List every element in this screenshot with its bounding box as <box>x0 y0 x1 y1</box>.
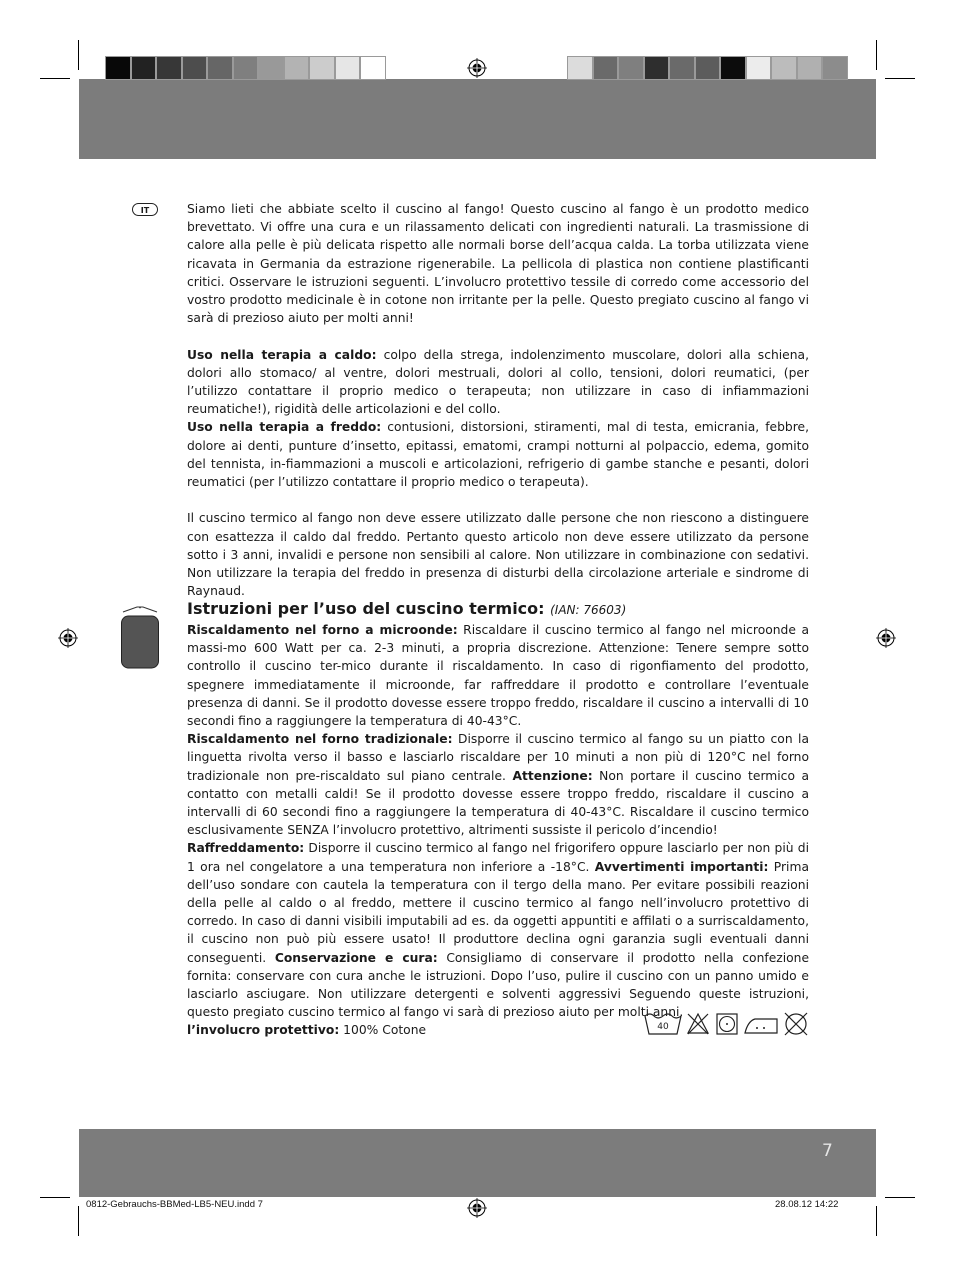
crop-mark <box>40 1197 70 1198</box>
warning-paragraph: Il cuscino termico al fango non deve essere utilizzato dalle persone che non riescono a distinguere con esattezza il caldo dal freddo. Pertanto questo articolo non deve essere utilizzato da persone sotto i 3 anni, invalidi e persone non sensibili al calore. Non utilizzare in combinazione con sedativi. Non utilizzare la terapia del freddo in presenza di disturbi della circolazione arteriale e sindrome di Raynaud. <box>187 511 809 599</box>
color-swatch <box>644 56 670 80</box>
color-swatch <box>797 56 823 80</box>
crop-mark <box>876 1206 877 1236</box>
color-swatch <box>695 56 721 80</box>
color-swatch <box>720 56 746 80</box>
crop-mark <box>885 78 915 79</box>
footer-date: 28.08.12 14:22 <box>775 1199 839 1210</box>
color-swatch <box>309 56 335 80</box>
footer-band <box>79 1129 876 1197</box>
color-swatch <box>618 56 644 80</box>
attention-label: Attenzione: <box>512 768 593 783</box>
intro-paragraph: Siamo lieti che abbiate scelto il cuscino al fango! Questo cuscino al fango è un prodotto medico brevettato. Vi offre una cura e un rilassamento delicati con ingredienti naturali. La trasmissione di calore alla pelle è più delicata rispetto alle normali borse dell’acqua calda. La torba utilizzata viene ricavata in Germania da estrazione rigenerabile. La pellicola di plastica non contiene plastificanti critici. Osservare le istruzioni seguenti. L’involucro protettivo tessile di corredo come accessorio del vostro prodotto medicinale è in cotone non irritante per la pelle. Questo pregiato cuscino al fango vi sarà di prezioso aiuto per molti anni! <box>187 202 809 326</box>
color-swatch <box>771 56 797 80</box>
color-swatch <box>233 56 259 80</box>
color-swatch <box>567 56 593 80</box>
important-label: Avvertimenti importanti: <box>594 859 769 874</box>
wash-temperature: 40 <box>657 1022 669 1032</box>
cover-text: 100% Cotone <box>339 1023 427 1038</box>
registration-mark-icon <box>467 1198 487 1218</box>
warm-therapy-text: colpo della strega, indolenzimento muscolare, dolori alla schiena, dolori allo stomaco/ al ventre, dolori mestruali, dolori al collo, tensioni, dolori reumatici, (per l’utilizzo contattare il proprio medico o terapeuta; non utilizzare in caso di infiammazioni reumatiche!), rigidità delle articolazioni e del collo. <box>187 347 809 417</box>
language-badge: IT <box>132 203 158 216</box>
instructions-section <box>187 598 809 1040</box>
registration-mark-icon <box>58 628 78 648</box>
ian-code: (IAN: 76603) <box>550 603 627 617</box>
color-swatch <box>284 56 310 80</box>
crop-mark <box>78 1206 79 1236</box>
color-swatch <box>335 56 361 80</box>
no-bleach-icon <box>688 1014 708 1034</box>
color-swatch <box>131 56 157 80</box>
header-band <box>79 79 876 159</box>
warm-therapy-paragraph <box>187 346 809 419</box>
cover-label: l’involucro protettivo: <box>187 1023 340 1038</box>
important-text: Prima dell’uso sondare con cautela la temperatura con il tergo della mano. Per evitare possibili reazioni della pelle al caldo o al freddo, mettere il cuscino termico al fango nell’involucro protettivo di corredo. In caso di danni visibili imputabili ad es. da oggetti appuntiti e affilati o a surriscaldamento, il cuscino non può più essere usato! Il produttore declina ogni garanzia sugli eventuali danni conseguenti. <box>187 859 809 965</box>
color-swatch <box>182 56 208 80</box>
crop-mark <box>40 78 70 79</box>
no-dry-clean-icon <box>785 1013 807 1035</box>
page-number: 7 <box>822 1141 833 1161</box>
color-swatch <box>822 56 848 80</box>
color-swatch <box>360 56 386 80</box>
crop-mark <box>78 40 79 70</box>
oven-text: Disporre il cuscino termico al fango su un piatto con la linguetta rivolta verso il basso e lasciarlo riscaldare per 10 minuti a non più di 120°C nel forno tradizionale non pre-riscaldato sul piano centrale. <box>187 732 810 783</box>
color-swatch <box>669 56 695 80</box>
microwave-paragraph <box>187 621 809 730</box>
oven-label: Riscaldamento nel forno tradizionale: <box>187 732 453 747</box>
microwave-text: Riscaldare il cuscino termico al fango nel microonde a massi-mo 600 Watt per ca. 2-3 minuti, a propria discrezione. Attenzione: Tenere sempre sotto controllo il cuscino ter-mico durante il riscaldamento. In caso di rigonfiamento del prodotto, spegnere immediatamente il microonde, far raffreddare il prodotto e controllare l’eventuale presenza di danni. Se il prodotto dovesse essere troppo freddo, riscaldare il cuscino a intervalli di 10 secondi fino a raggiungere la temperatura di 40-43°C. <box>187 623 809 729</box>
cold-therapy-text: contusioni, distorsioni, stiramenti, mal di testa, emicrania, febbre, dolore ai denti, punture d’insetto, epitassi, ematomi, crampi notturni al polpaccio, edema, gomito del tennista, in-fiammazioni a muscoli e articolazioni, refrigerio di gambe stanche e pesanti, dolori reumatici (per l’utilizzo contattare il proprio medico o terapeuta). <box>187 420 809 490</box>
crop-mark <box>876 40 877 70</box>
heat-pad-icon <box>119 604 161 670</box>
warm-therapy-label: Uso nella terapia a caldo: <box>187 347 377 362</box>
cold-therapy-paragraph <box>187 418 809 491</box>
cooling-label: Raffreddamento: <box>187 841 305 856</box>
color-swatch <box>746 56 772 80</box>
attention-text: Non portare il cuscino termico a contatto con metalli caldi! Se il prodotto dovesse essere troppo freddo, riscaldare il cuscino a intervalli di 60 secondi fino a raggiungere la temperatura di 40-43°C. Riscaldare il cuscino termico esclusivamente SENZA l’involucro protettivo, altrimenti sussiste il pericolo d’incendio! <box>187 768 810 838</box>
registration-mark-icon <box>876 628 896 648</box>
section-heading <box>187 598 809 621</box>
heading-text: Istruzioni per l’uso del cuscino termico: <box>187 599 545 618</box>
care-label: Conservazione e cura: <box>274 950 438 965</box>
cooling-text: Disporre il cuscino termico al fango nel frigorifero oppure lasciarlo per non più di 1 ora nel congelatore a una temperatura non inferiore a -18°C. <box>187 841 809 874</box>
color-swatch <box>258 56 284 80</box>
color-swatch <box>105 56 131 80</box>
care-text: Consigliamo di conservare il prodotto nella confezione fornita: conservare con cura anche le istruzioni. Dopo l’uso, pulire il cuscino con un panno umido e lasciarlo asciugare. Non utilizzare detergenti e solventi aggressivi Seguendo queste istruzioni, questo pregiato cuscino termico al fango vi sarà di prezioso aiuto per molti anni. <box>187 950 810 1020</box>
registration-mark-icon <box>467 58 487 78</box>
footer-file-name: 0812-Gebrauchs-BBMed-LB5-NEU.indd 7 <box>86 1199 263 1210</box>
color-swatch <box>593 56 619 80</box>
iron-medium-icon <box>745 1019 777 1033</box>
oven-paragraph <box>187 730 809 839</box>
wash-40-icon <box>645 1014 681 1034</box>
color-swatch <box>156 56 182 80</box>
crop-mark <box>885 1197 915 1198</box>
cooling-paragraph <box>187 839 809 1021</box>
care-symbols <box>644 1011 810 1037</box>
intro-section <box>187 200 809 600</box>
color-swatch <box>207 56 233 80</box>
microwave-label: Riscaldamento nel forno a microonde: <box>187 623 458 637</box>
tumble-dry-low-icon <box>717 1014 737 1034</box>
cold-therapy-label: Uso nella terapia a freddo: <box>187 420 382 435</box>
